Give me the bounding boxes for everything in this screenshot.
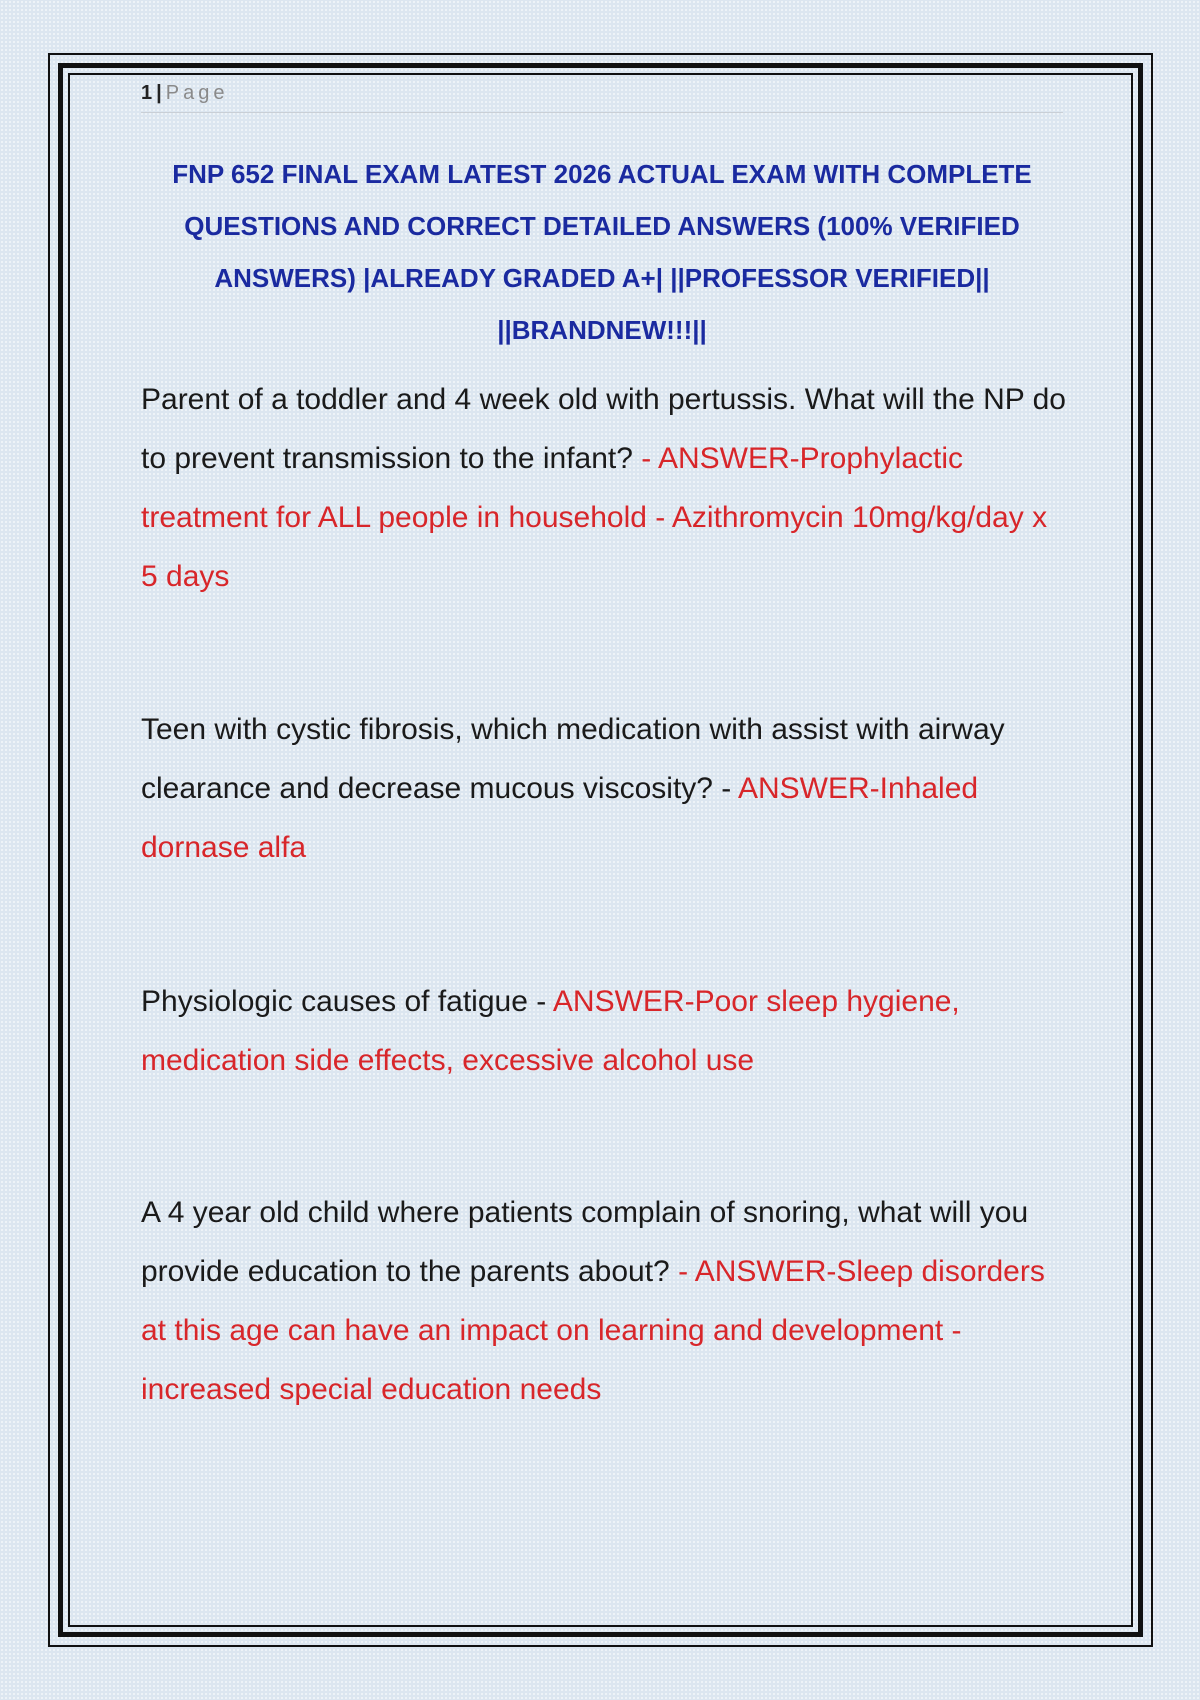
document-title: FNP 652 FINAL EXAM LATEST 2026 ACTUAL EXAM WITH COMPLETE QUESTIONS AND CORRECT DETAILED ANSWERS (100% VERIFIED ANSWERS) |ALREADY GRADED A+| ||PROFESSOR VERIFIED|| ||BRANDNEW!!!|| — [172, 159, 1032, 345]
question-text: A 4 year old child where patients complain of snoring, what will you provide education to the parents about? — [141, 1196, 1029, 1288]
question-text: Parent of a toddler and 4 week old with pertussis. What will the NP do to prevent transmission to the infant? — [141, 383, 1066, 475]
qa-item — [141, 1183, 1066, 1419]
answer-text: - ANSWER-Sleep disorders at this age can have an impact on learning and development - increased special education needs — [141, 1255, 1045, 1406]
qa-item — [141, 370, 1066, 606]
qa-item — [141, 972, 1066, 1090]
answer-text: - ANSWER-Prophylactic treatment for ALL people in household - Azithromycin 10mg/kg/day x 5 days — [141, 442, 1048, 593]
answer-text: ANSWER-Inhaled dornase alfa — [141, 772, 979, 864]
question-text: Physiologic causes of fatigue - — [141, 985, 547, 1018]
answer-text: ANSWER-Poor sleep hygiene, medication side effects, excessive alcohol use — [141, 985, 960, 1077]
page-header — [141, 80, 1063, 113]
page-separator: | — [156, 82, 162, 104]
page-number: 1 — [141, 82, 153, 104]
page-label: Page — [165, 82, 229, 104]
qa-item — [141, 700, 1066, 877]
question-text: Teen with cystic fibrosis, which medication with assist with airway clearance and decrease mucous viscosity? - — [141, 713, 1005, 805]
